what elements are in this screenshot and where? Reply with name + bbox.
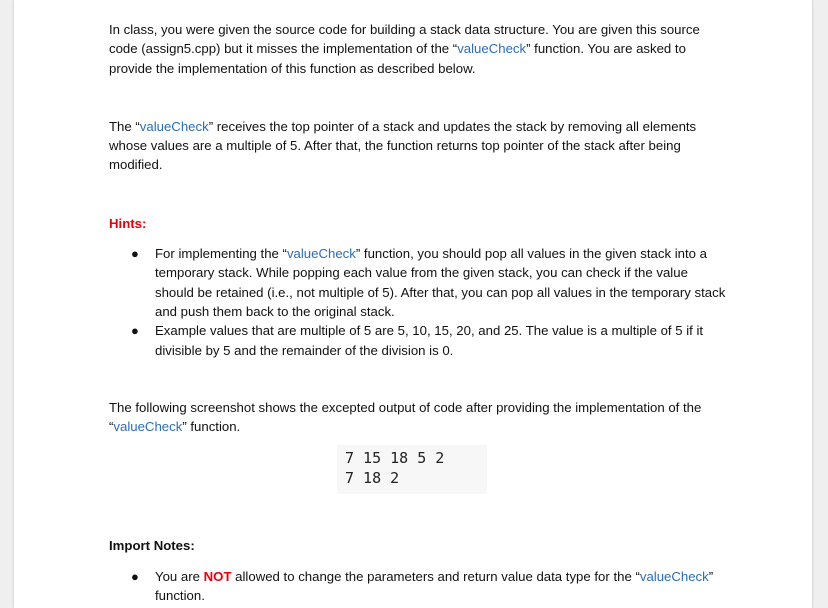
- hints-heading: Hints:: [109, 215, 147, 231]
- note-emphasis: NOT: [203, 568, 232, 584]
- notes-list: [109, 567, 729, 606]
- document-page: [14, 0, 812, 608]
- hint-item: [109, 321, 729, 360]
- hint-item: [109, 244, 729, 321]
- output-screenshot: [337, 445, 487, 494]
- output-intro-keyword: valueCheck: [113, 419, 183, 435]
- note-text-mid: allowed to change the parameters and return value data type for the “: [231, 568, 640, 584]
- hint-text-end: ” function, you should pop all values in the given stack into a temporary stack. While popping each value from the given stack, you can check if the value should be retained (i.e., not multiple of 5). After that, you can pop all values in the temporary stack and push them back to the original stack.: [155, 246, 726, 319]
- hint-text-start: For implementing the “: [155, 246, 287, 262]
- hint-keyword: valueCheck: [286, 246, 356, 262]
- description-text-end: ” receives the top pointer of a stack and updates the stack by removing all elements whose values are a multiple of 5. After that, the function returns top pointer of the stack after being modified.: [109, 118, 697, 173]
- intro-paragraph: [109, 20, 729, 78]
- note-keyword: valueCheck: [639, 568, 709, 584]
- output-intro-text-start: The following screenshot shows the excepted output of code after providing the implementation of the “: [109, 399, 702, 435]
- hint-text: Example values that are multiple of 5 are 5, 10, 15, 20, and 25. The value is a multiple of 5 if it divisible by 5 and the remainder of the division is 0.: [155, 323, 704, 358]
- intro-text-start: In class, you were given the source code for building a stack data structure. You are given this source code (assign5.cpp) but it misses the implementation of the “: [109, 22, 700, 57]
- bullet-icon: ●: [131, 246, 139, 262]
- note-text-end: ” function.: [155, 568, 714, 604]
- output-line-2: 7 18 2: [345, 469, 400, 488]
- intro-text-end: ” function. You are asked to provide the implementation of this function as described below.: [109, 41, 686, 76]
- spacer: [109, 78, 729, 117]
- spacer: [109, 360, 729, 398]
- document-body: [109, 20, 729, 605]
- description-text-start: The “: [109, 118, 140, 134]
- output-intro-paragraph: [109, 398, 729, 437]
- bullet-icon: ●: [131, 323, 139, 339]
- spacer: [109, 175, 729, 214]
- note-text-start: You are: [155, 568, 204, 584]
- note-item: [109, 567, 729, 606]
- spacer: [109, 494, 729, 536]
- description-paragraph: [109, 117, 729, 175]
- description-keyword: valueCheck: [139, 118, 209, 134]
- notes-heading: Import Notes:: [109, 538, 195, 554]
- bullet-icon: ●: [131, 568, 139, 584]
- hints-list: [109, 244, 729, 360]
- output-intro-text-end: ” function.: [182, 419, 241, 435]
- intro-keyword: valueCheck: [457, 41, 527, 57]
- output-line-1: 7 15 18 5 2: [345, 449, 445, 468]
